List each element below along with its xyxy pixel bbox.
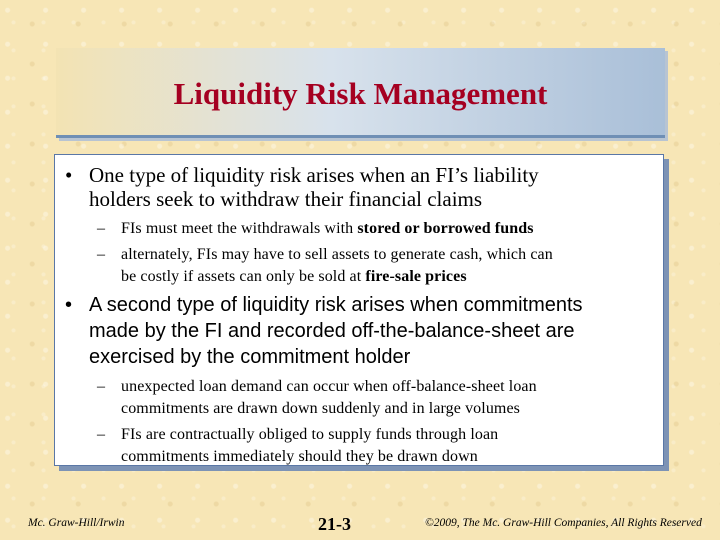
plain-text: be costly if assets can only be sold at xyxy=(121,268,366,285)
dash-glyph: – xyxy=(97,220,106,237)
dash-glyph: – xyxy=(97,246,106,263)
slide-title: Liquidity Risk Management xyxy=(173,76,548,111)
dash-glyph: – xyxy=(97,426,106,443)
title-bar xyxy=(56,48,665,138)
content-box xyxy=(54,154,664,466)
bullet-text: made by the FI and recorded off-the-balance-sheet are xyxy=(89,320,575,342)
footer-slide-number: 21-3 xyxy=(318,514,351,534)
sub-bullet-text xyxy=(121,218,657,240)
emphasis-text: fire-sale prices xyxy=(365,268,467,285)
sub-bullet-text: alternately, FIs may have to sell assets to generate cash, which can xyxy=(121,246,553,263)
footer-publisher: Mc. Graw-Hill/Irwin xyxy=(28,517,125,529)
bullet-glyph: • xyxy=(65,294,73,316)
bullet-text: exercised by the commitment holder xyxy=(89,346,411,368)
plain-text: FIs must meet the withdrawals with xyxy=(121,220,358,237)
sub-bullet-text: FIs are contractually obliged to supply funds through loan xyxy=(121,426,499,443)
emphasis-text: stored or borrowed funds xyxy=(357,220,534,237)
sub-bullet-text: commitments immediately should they be drawn down xyxy=(121,448,478,465)
bullet-text: A second type of liquidity risk arises when commitments xyxy=(89,294,583,316)
bullet-text: holders seek to withdraw their financial claims xyxy=(89,187,483,211)
footer-copyright: ©2009, The Mc. Graw-Hill Companies, All Rights Reserved xyxy=(425,517,702,529)
sub-bullet-text: commitments are drawn down suddenly and in large volumes xyxy=(121,400,520,417)
bullet-glyph: • xyxy=(65,163,73,187)
bullet-text: One type of liquidity risk arises when an FI’s liability xyxy=(89,163,539,187)
dash-glyph: – xyxy=(97,378,106,395)
sub-bullet-text xyxy=(121,266,657,288)
sub-bullet-text: unexpected loan demand can occur when off-balance-sheet loan xyxy=(121,378,537,395)
